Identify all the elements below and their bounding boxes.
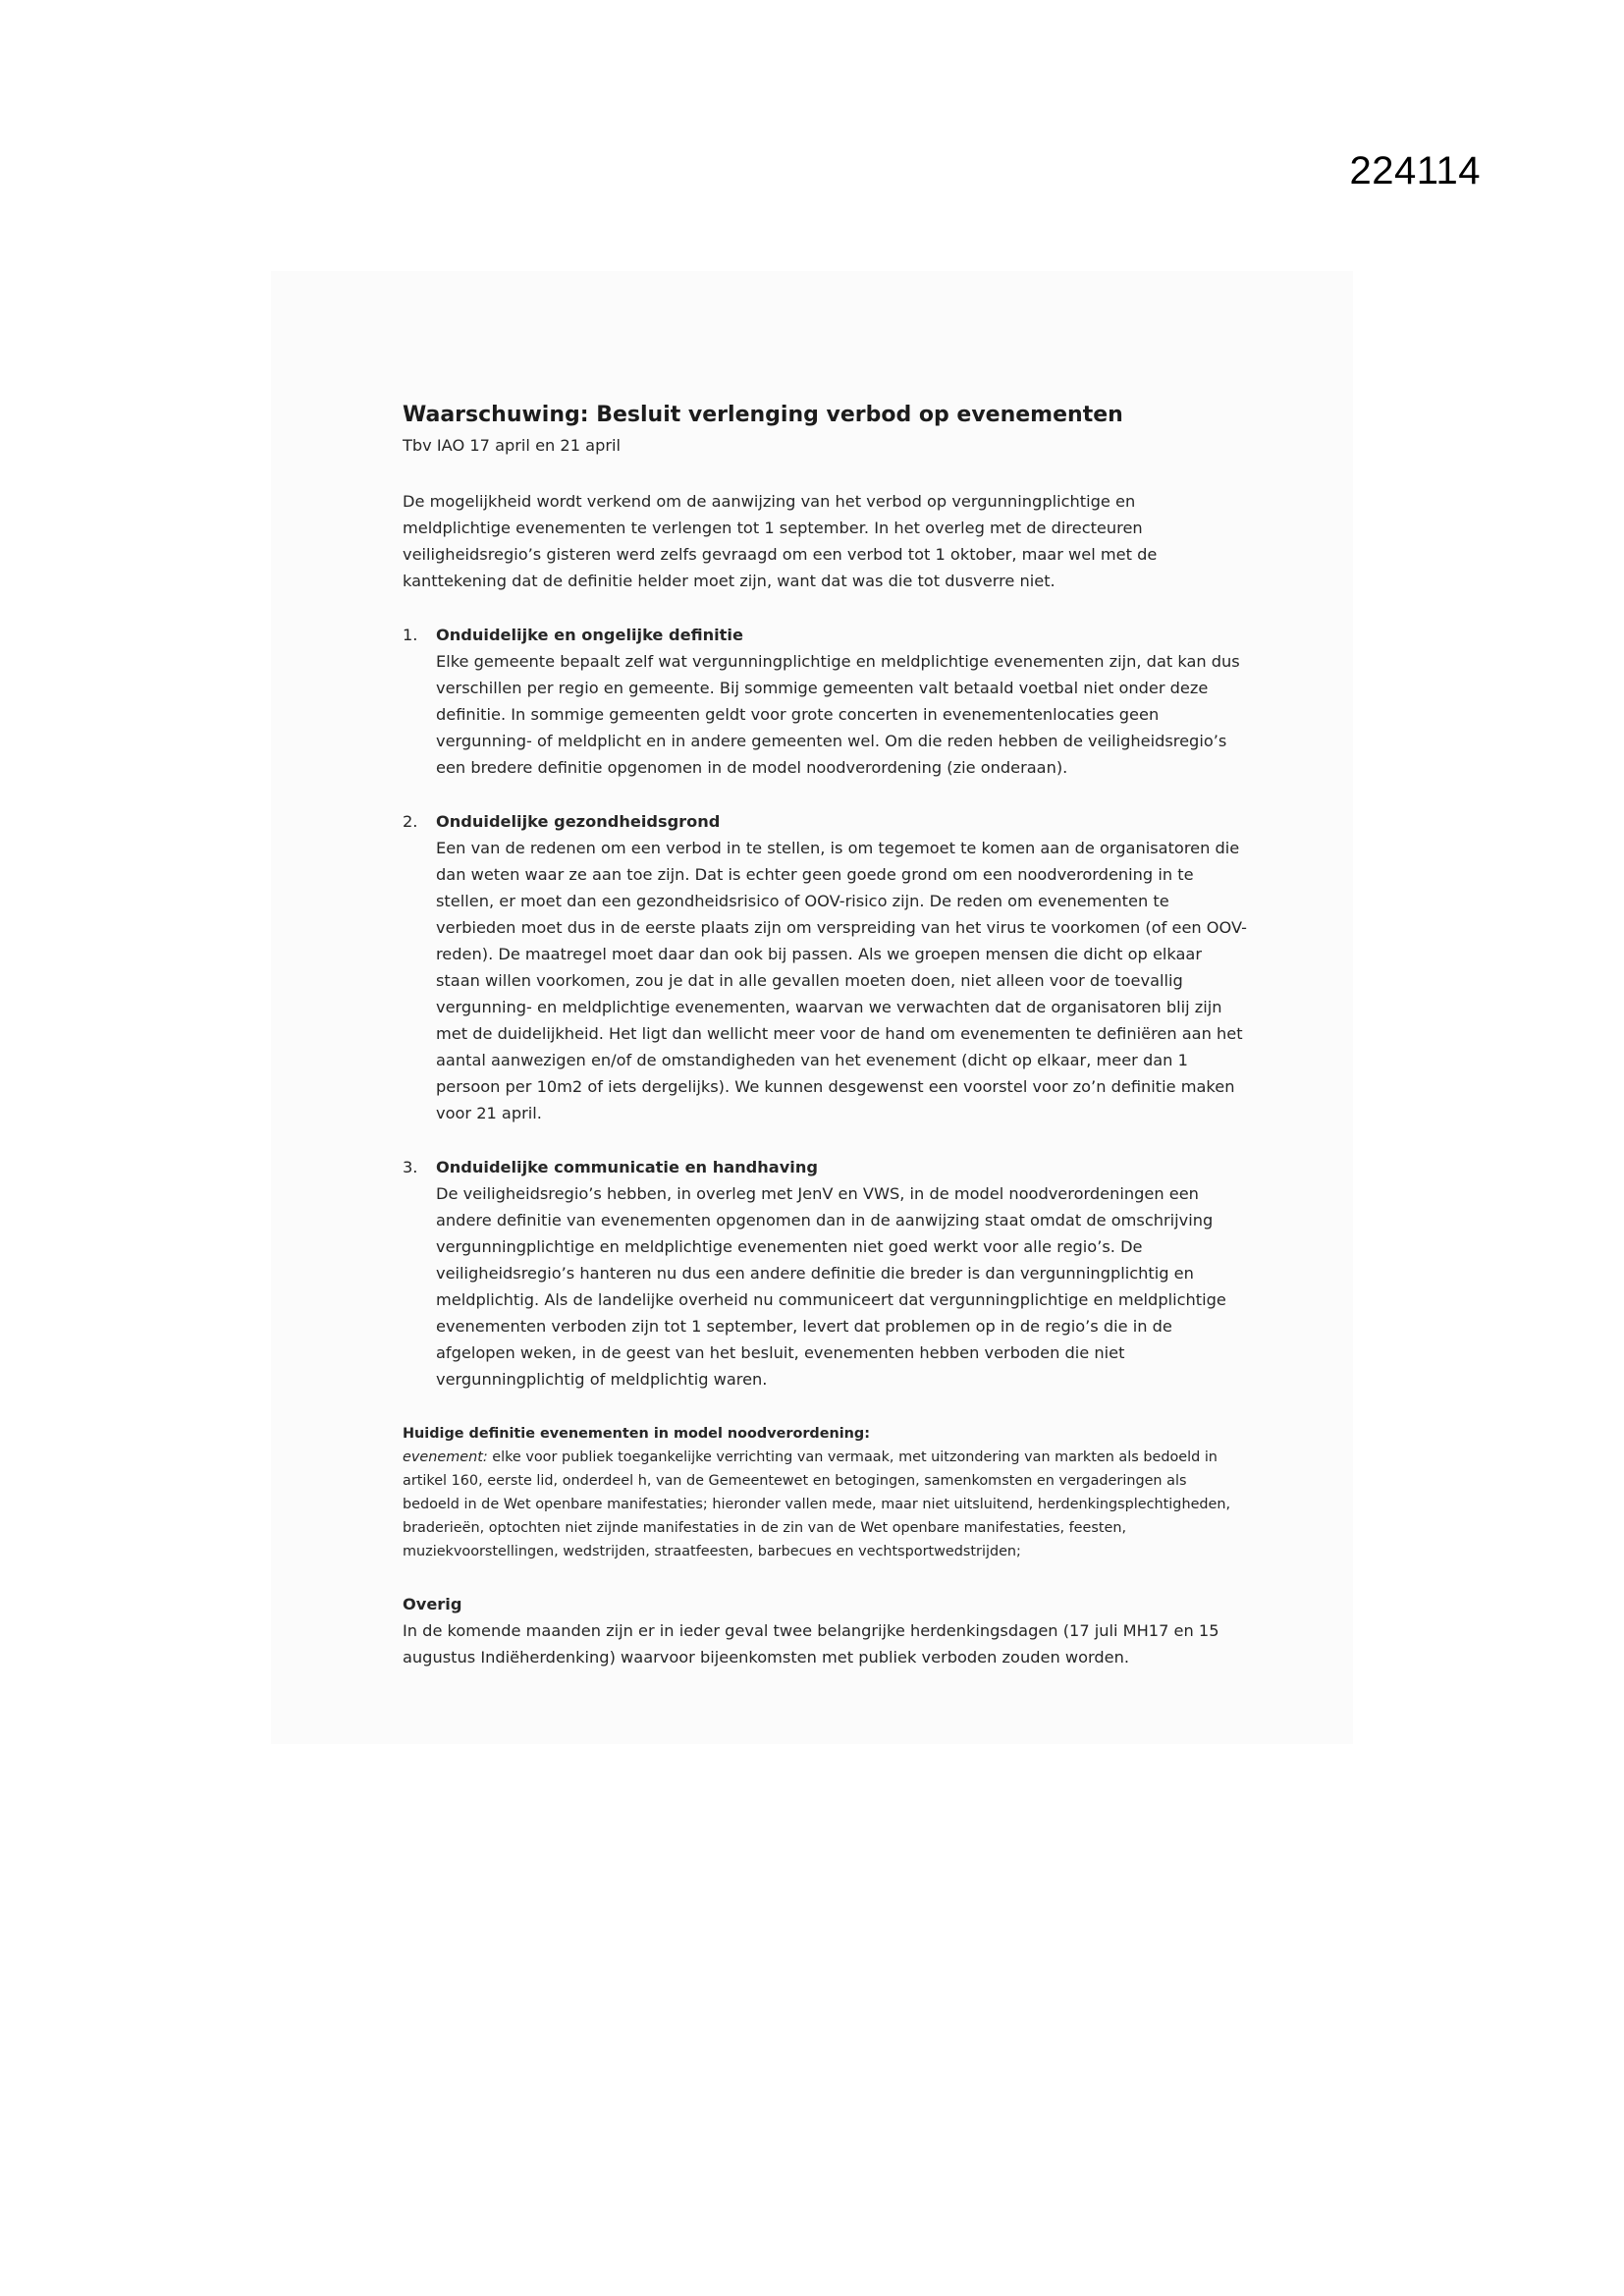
overig-block [403,1591,1247,1670]
document-number: 224114 [1349,149,1481,192]
document-title: Waarschuwing: Besluit verlenging verbod op evenementen [403,403,1123,427]
intro-paragraph: De mogelijkheid wordt verkend om de aanwijzing van het verbod op vergunningplichtige en meldplichtige evenementen te verlengen tot 1 september. In het overleg met de directeuren veiligheidsregio’s gisteren werd zelfs gevraagd om een verbod tot 1 oktober, maar wel met de kanttekening dat de definitie helder moet zijn, want dat was die tot dusverre niet. [403,492,1158,590]
section-1 [403,622,1247,781]
section-body: Elke gemeente bepaalt zelf wat vergunningplichtige en meldplichtige evenementen zijn, dat kan dus verschillen per regio en gemeente. Bij sommige gemeenten valt betaald voetbal niet onder deze definitie. In sommige gemeenten geldt voor grote concerten in evenementenlocaties geen vergunning- of meldplicht en in andere gemeenten wel. Om die reden hebben de veiligheidsregio’s een bredere definitie opgenomen in de model noodverordening (zie onderaan). [436,652,1240,777]
section-number: 2. [403,812,418,831]
section-2 [403,808,1247,1126]
section-body: De veiligheidsregio’s hebben, in overleg met JenV en VWS, in de model noodverordeningen een andere definitie van evenementen opgenomen dan in de aanwijzing staat omdat de omschrijving vergunningplichtige en meldplichtige evenementen niet goed werkt voor alle regio’s. De veiligheidsregio’s hanteren nu dus een andere definitie die breder is dan vergunningplichtig en meldplichtig. Als de landelijke overheid nu communiceert dat vergunningplichtige en meldplichtige evenementen verboden zijn tot 1 september, levert dat problemen op in de regio’s die in de afgelopen weken, in de geest van het besluit, evenementen hebben verboden die niet vergunningplichtig of meldplichtig waren. [436,1184,1226,1389]
definition-block [403,1422,1247,1563]
section-title: Onduidelijke communicatie en handhaving [436,1158,818,1176]
section-title: Onduidelijke gezondheidsgrond [436,812,721,831]
overig-text: In de komende maanden zijn er in ieder geval twee belangrijke herdenkingsdagen (17 juli MH17 en 15 augustus Indiëherdenking) waarvoor bijeenkomsten met publiek verboden zouden worden. [403,1621,1219,1667]
definition-term: evenement: [403,1449,488,1465]
definition-heading: Huidige definitie evenementen in model noodverordening: [403,1426,870,1442]
section-body: Een van de redenen om een verbod in te stellen, is om tegemoet te komen aan de organisatoren die dan weten waar ze aan toe zijn. Dat is echter geen goede grond om een noodverordening in te stellen, er moet dan een gezondheidsrisico of OOV-risico zijn. De reden om evenementen te verbieden moet dus in de eerste plaats zijn om verspreiding van het virus te voorkomen (of een OOV-reden). De maatregel moet daar dan ook bij passen. Als we groepen mensen die dicht op elkaar staan willen voorkomen, zou je dat in alle gevallen moeten doen, niet alleen voor de toevallig vergunning- en meldplichtige evenementen, waarvan we verwachten dat de organisatoren blij zijn met de duidelijkheid. Het ligt dan wellicht meer voor de hand om evenementen te definiëren aan het aantal aanwezigen en/of de omstandigheden van het evenement (dicht op elkaar, meer dan 1 persoon per 10m2 of iets dergelijks). We kunnen desgewenst een voorstel voor zo’n definitie maken voor 21 april. [436,839,1247,1122]
definition-paragraph [403,1446,1247,1563]
section-number: 1. [403,626,418,644]
definition-text: elke voor publiek toegankelijke verrichting van vermaak, met uitzondering van markten als bedoeld in artikel 160, eerste lid, onderdeel h, van de Gemeentewet en betogingen, samenkomsten en vergaderingen als bedoeld in de Wet openbare manifestaties; hieronder vallen mede, maar niet uitsluitend, herdenkingsplechtigheden, braderieën, optochten niet zijnde manifestaties in de zin van de Wet openbare manifestaties, feesten, muziekvoorstellingen, wedstrijden, straatfeesten, barbecues en vechtsportwedstrijden; [403,1449,1231,1559]
overig-title: Overig [403,1595,462,1613]
document-subtitle: Tbv IAO 17 april en 21 april [403,436,622,455]
document-content [403,401,1247,1670]
section-3 [403,1154,1247,1393]
section-number: 3. [403,1158,418,1176]
section-title: Onduidelijke en ongelijke definitie [436,626,743,644]
